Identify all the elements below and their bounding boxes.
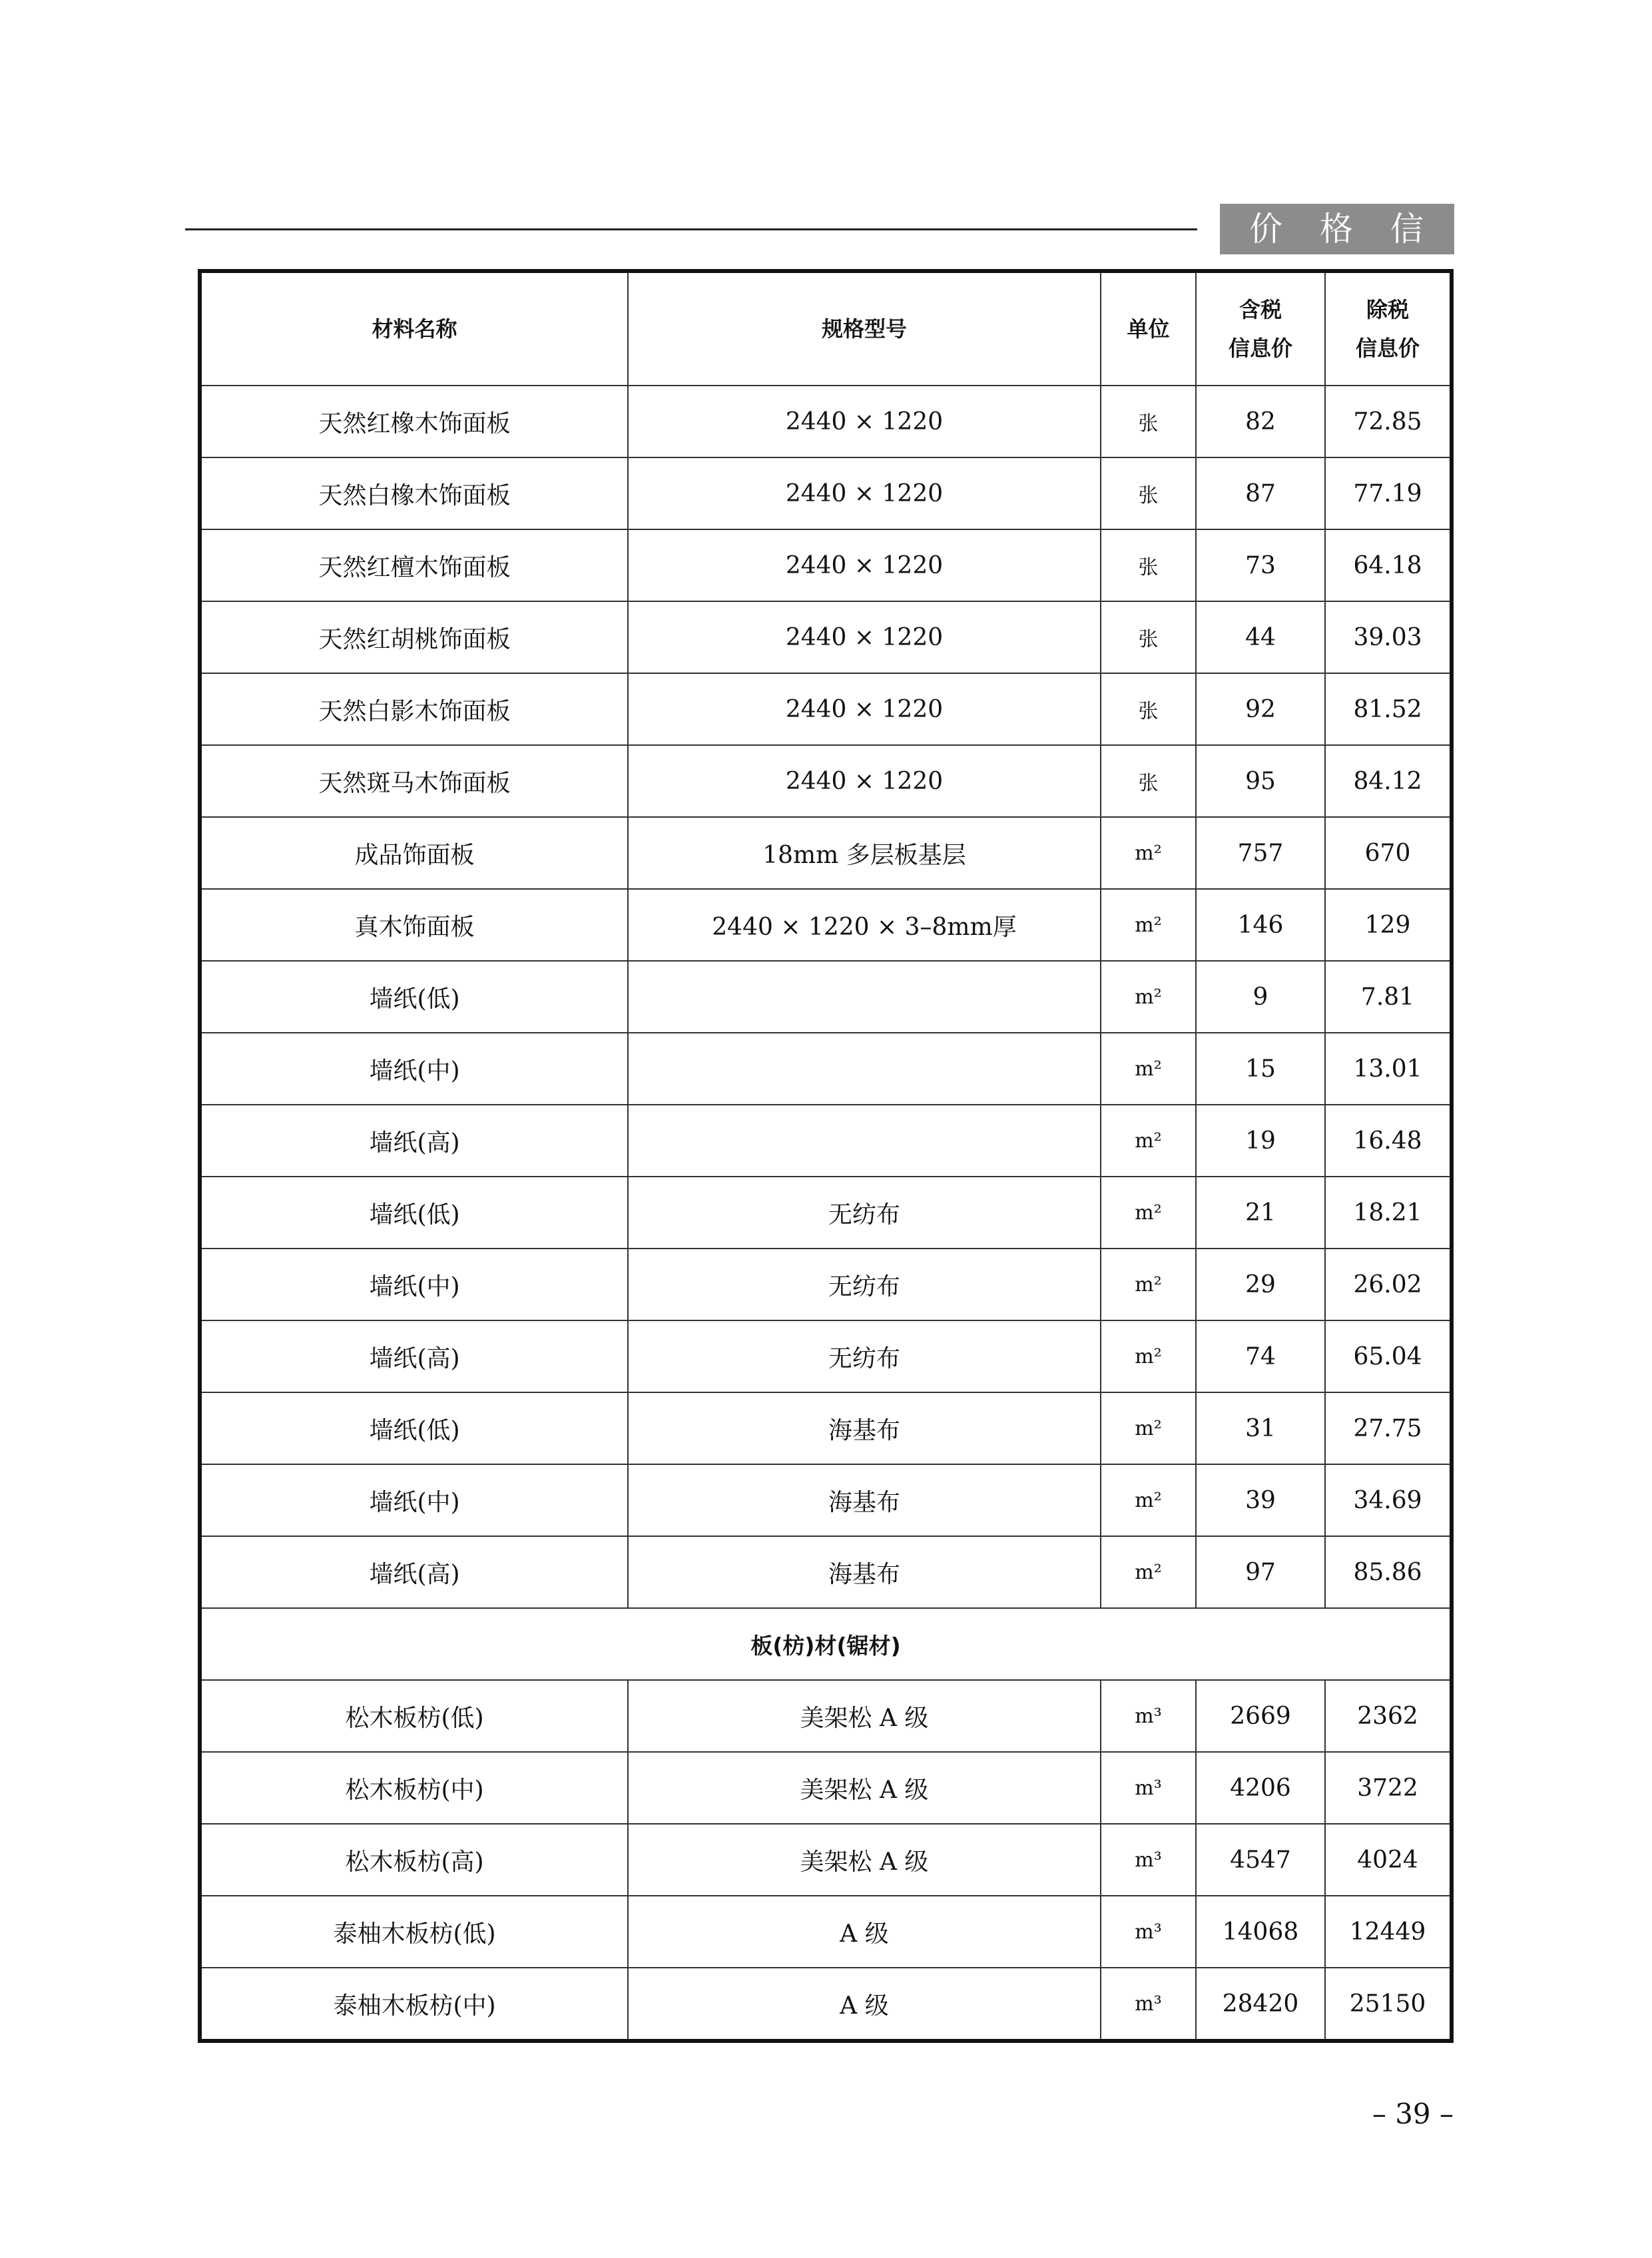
cell-tax-excl: 13.01 xyxy=(1325,1033,1450,1105)
cell-tax-excl: 670 xyxy=(1325,817,1450,889)
column-header-tax-excl xyxy=(1325,273,1450,386)
cell-spec: A 级 xyxy=(628,1896,1101,1968)
cell-tax-excl: 4024 xyxy=(1325,1824,1450,1896)
table-row xyxy=(202,1249,1450,1320)
tax-excl-line2: 信息价 xyxy=(1355,336,1420,361)
cell-spec: 2440 × 1220 xyxy=(628,457,1101,529)
cell-tax-incl: 9 xyxy=(1196,961,1325,1033)
cell-spec: 海基布 xyxy=(628,1464,1101,1536)
table-row xyxy=(202,889,1450,961)
cell-tax-excl: 18.21 xyxy=(1325,1177,1450,1249)
table-row xyxy=(202,529,1450,601)
cell-name: 泰柚木板枋(中) xyxy=(202,1968,628,2039)
cell-name: 泰柚木板枋(低) xyxy=(202,1896,628,1968)
cell-unit: m² xyxy=(1101,1033,1196,1105)
cell-name: 天然红橡木饰面板 xyxy=(202,386,628,457)
table-row xyxy=(202,1392,1450,1464)
cell-spec: 无纺布 xyxy=(628,1177,1101,1249)
cell-name: 天然红檀木饰面板 xyxy=(202,529,628,601)
cell-tax-excl: 65.04 xyxy=(1325,1320,1450,1392)
price-table xyxy=(198,269,1454,2043)
table-row xyxy=(202,1320,1450,1392)
cell-tax-excl: 27.75 xyxy=(1325,1392,1450,1464)
cell-tax-incl: 92 xyxy=(1196,673,1325,745)
cell-tax-incl: 757 xyxy=(1196,817,1325,889)
cell-tax-excl: 81.52 xyxy=(1325,673,1450,745)
cell-unit: m³ xyxy=(1101,1896,1196,1968)
cell-tax-excl: 16.48 xyxy=(1325,1105,1450,1177)
column-header-tax-incl xyxy=(1196,273,1325,386)
table-row xyxy=(202,386,1450,457)
cell-tax-excl: 34.69 xyxy=(1325,1464,1450,1536)
cell-tax-excl: 2362 xyxy=(1325,1680,1450,1752)
cell-tax-excl: 77.19 xyxy=(1325,457,1450,529)
cell-unit: m² xyxy=(1101,1249,1196,1320)
table-row xyxy=(202,961,1450,1033)
cell-name: 墙纸(中) xyxy=(202,1249,628,1320)
section-row xyxy=(202,1608,1450,1680)
cell-name: 松木板枋(低) xyxy=(202,1680,628,1752)
cell-tax-incl: 4206 xyxy=(1196,1752,1325,1824)
cell-unit: m² xyxy=(1101,1536,1196,1608)
cell-tax-incl: 21 xyxy=(1196,1177,1325,1249)
cell-tax-incl: 74 xyxy=(1196,1320,1325,1392)
cell-tax-incl: 44 xyxy=(1196,601,1325,673)
cell-tax-incl: 28420 xyxy=(1196,1968,1325,2039)
cell-tax-excl: 3722 xyxy=(1325,1752,1450,1824)
table-row xyxy=(202,1752,1450,1824)
cell-unit: m² xyxy=(1101,1105,1196,1177)
tax-incl-line1: 含税 xyxy=(1239,297,1282,322)
cell-tax-incl: 2669 xyxy=(1196,1680,1325,1752)
cell-spec xyxy=(628,1105,1101,1177)
cell-tax-excl: 129 xyxy=(1325,889,1450,961)
table-row xyxy=(202,457,1450,529)
tax-excl-line1: 除税 xyxy=(1366,297,1409,322)
cell-tax-incl: 95 xyxy=(1196,745,1325,817)
cell-unit: 张 xyxy=(1101,529,1196,601)
header-rule xyxy=(185,228,1197,230)
cell-tax-incl: 73 xyxy=(1196,529,1325,601)
cell-tax-incl: 87 xyxy=(1196,457,1325,529)
cell-unit: m² xyxy=(1101,1320,1196,1392)
table-row xyxy=(202,1536,1450,1608)
cell-spec: 美架松 A 级 xyxy=(628,1680,1101,1752)
cell-tax-excl: 39.03 xyxy=(1325,601,1450,673)
cell-unit: m² xyxy=(1101,1177,1196,1249)
cell-spec: 2440 × 1220 xyxy=(628,673,1101,745)
cell-spec: 2440 × 1220 xyxy=(628,386,1101,457)
cell-name: 天然红胡桃饰面板 xyxy=(202,601,628,673)
cell-name: 墙纸(中) xyxy=(202,1464,628,1536)
cell-unit: 张 xyxy=(1101,386,1196,457)
cell-unit: m² xyxy=(1101,961,1196,1033)
cell-name: 墙纸(中) xyxy=(202,1033,628,1105)
cell-unit: m³ xyxy=(1101,1680,1196,1752)
cell-tax-incl: 97 xyxy=(1196,1536,1325,1608)
cell-tax-incl: 15 xyxy=(1196,1033,1325,1105)
cell-name: 墙纸(低) xyxy=(202,1177,628,1249)
cell-tax-excl: 25150 xyxy=(1325,1968,1450,2039)
table-row xyxy=(202,601,1450,673)
column-header-unit: 单位 xyxy=(1101,273,1196,386)
table-row xyxy=(202,1968,1450,2039)
page-number: – 39 – xyxy=(1372,2098,1454,2130)
cell-spec xyxy=(628,1033,1101,1105)
cell-tax-excl: 84.12 xyxy=(1325,745,1450,817)
cell-name: 天然斑马木饰面板 xyxy=(202,745,628,817)
cell-spec: 无纺布 xyxy=(628,1249,1101,1320)
cell-tax-incl: 146 xyxy=(1196,889,1325,961)
cell-name: 墙纸(低) xyxy=(202,961,628,1033)
cell-unit: m² xyxy=(1101,1392,1196,1464)
cell-tax-incl: 19 xyxy=(1196,1105,1325,1177)
table-row xyxy=(202,1105,1450,1177)
cell-tax-incl: 4547 xyxy=(1196,1824,1325,1896)
section-title-badge: 价 格 信 息 xyxy=(1220,204,1454,254)
cell-spec: 海基布 xyxy=(628,1392,1101,1464)
cell-name: 墙纸(高) xyxy=(202,1536,628,1608)
section-heading: 板(枋)材(锯材) xyxy=(202,1608,1450,1680)
cell-unit: 张 xyxy=(1101,673,1196,745)
cell-spec: 2440 × 1220 × 3–8mm厚 xyxy=(628,889,1101,961)
table-header-row xyxy=(202,273,1450,386)
cell-tax-excl: 7.81 xyxy=(1325,961,1450,1033)
cell-name: 天然白橡木饰面板 xyxy=(202,457,628,529)
cell-unit: 张 xyxy=(1101,745,1196,817)
table-row xyxy=(202,673,1450,745)
cell-unit: m³ xyxy=(1101,1824,1196,1896)
column-header-spec: 规格型号 xyxy=(628,273,1101,386)
cell-spec: 18mm 多层板基层 xyxy=(628,817,1101,889)
cell-name: 墙纸(低) xyxy=(202,1392,628,1464)
column-header-name: 材料名称 xyxy=(202,273,628,386)
cell-unit: m³ xyxy=(1101,1752,1196,1824)
cell-name: 天然白影木饰面板 xyxy=(202,673,628,745)
cell-tax-incl: 39 xyxy=(1196,1464,1325,1536)
table-row xyxy=(202,1824,1450,1896)
cell-unit: m³ xyxy=(1101,1968,1196,2039)
cell-name: 成品饰面板 xyxy=(202,817,628,889)
cell-unit: 张 xyxy=(1101,457,1196,529)
cell-name: 墙纸(高) xyxy=(202,1320,628,1392)
tax-incl-line2: 信息价 xyxy=(1228,336,1292,361)
table-row xyxy=(202,1177,1450,1249)
cell-tax-excl: 85.86 xyxy=(1325,1536,1450,1608)
cell-spec: 海基布 xyxy=(628,1536,1101,1608)
cell-spec: 2440 × 1220 xyxy=(628,601,1101,673)
cell-name: 墙纸(高) xyxy=(202,1105,628,1177)
cell-spec: 2440 × 1220 xyxy=(628,529,1101,601)
table-row xyxy=(202,817,1450,889)
cell-unit: m² xyxy=(1101,889,1196,961)
table-row xyxy=(202,745,1450,817)
cell-name: 松木板枋(高) xyxy=(202,1824,628,1896)
cell-tax-excl: 26.02 xyxy=(1325,1249,1450,1320)
cell-spec: A 级 xyxy=(628,1968,1101,2039)
cell-spec: 无纺布 xyxy=(628,1320,1101,1392)
cell-tax-incl: 82 xyxy=(1196,386,1325,457)
table-row xyxy=(202,1680,1450,1752)
cell-tax-excl: 72.85 xyxy=(1325,386,1450,457)
cell-name: 真木饰面板 xyxy=(202,889,628,961)
cell-tax-excl: 12449 xyxy=(1325,1896,1450,1968)
cell-unit: m² xyxy=(1101,817,1196,889)
table-row xyxy=(202,1896,1450,1968)
table-row xyxy=(202,1033,1450,1105)
cell-unit: m² xyxy=(1101,1464,1196,1536)
cell-tax-excl: 64.18 xyxy=(1325,529,1450,601)
cell-name: 松木板枋(中) xyxy=(202,1752,628,1824)
cell-tax-incl: 31 xyxy=(1196,1392,1325,1464)
cell-spec: 美架松 A 级 xyxy=(628,1752,1101,1824)
cell-spec xyxy=(628,961,1101,1033)
cell-unit: 张 xyxy=(1101,601,1196,673)
cell-tax-incl: 14068 xyxy=(1196,1896,1325,1968)
cell-spec: 美架松 A 级 xyxy=(628,1824,1101,1896)
cell-tax-incl: 29 xyxy=(1196,1249,1325,1320)
table-row xyxy=(202,1464,1450,1536)
cell-spec: 2440 × 1220 xyxy=(628,745,1101,817)
